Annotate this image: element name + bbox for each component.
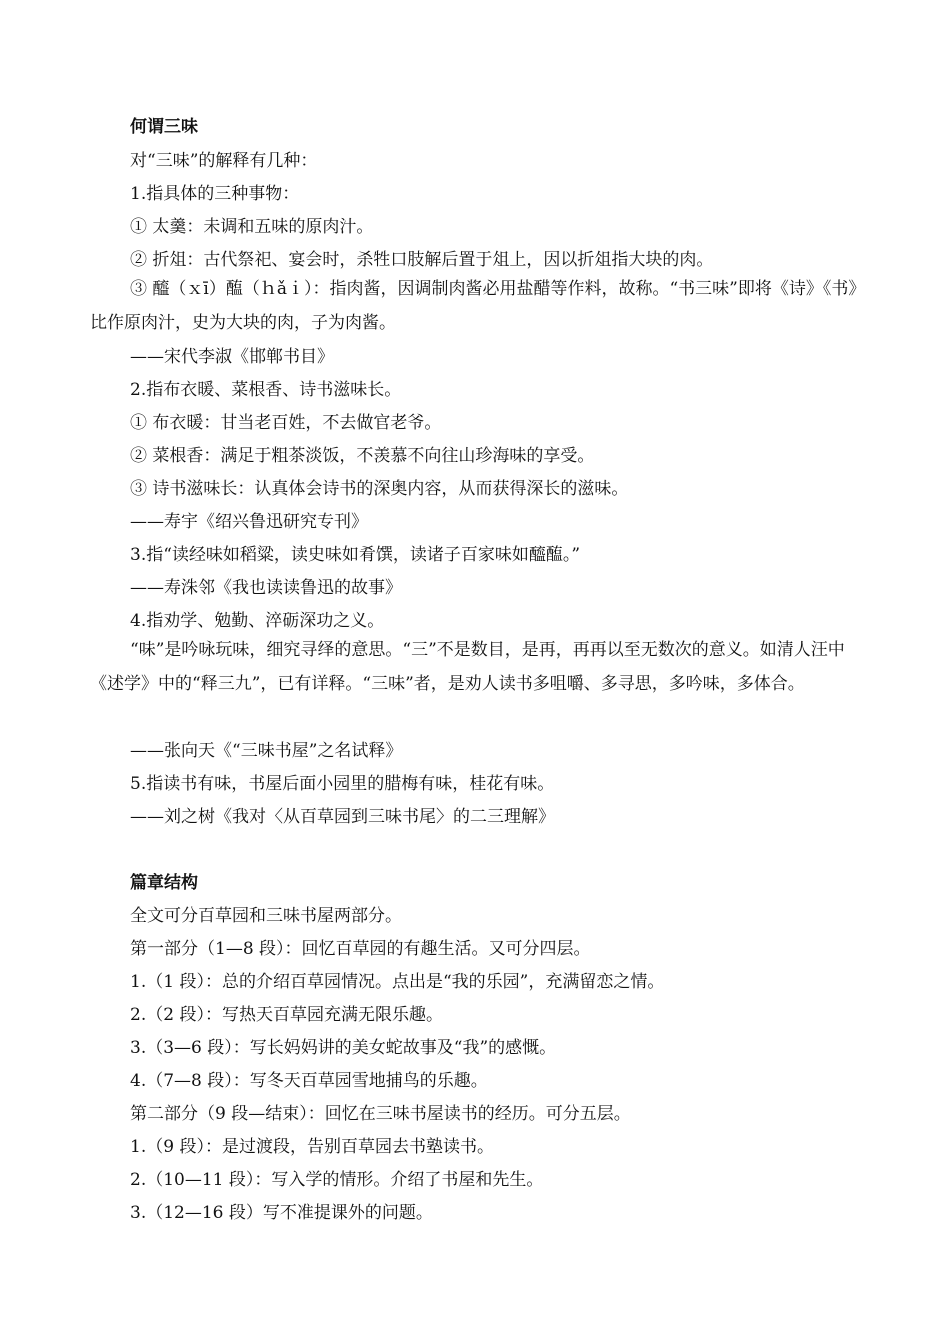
text-line: 3.（3—6 段）：写长妈妈讲的美女蛇故事及“我”的感慨。 bbox=[130, 1038, 557, 1058]
text-line: ① 太羹：未调和五味的原肉汁。 bbox=[130, 217, 374, 237]
text-line: ② 菜根香：满足于粗茶淡饭，不羡慕不向往山珍海味的享受。 bbox=[130, 446, 595, 466]
text-line: 3.指“读经味如稻粱，读史味如肴馔，读诸子百家味如醯醢。” bbox=[130, 545, 581, 565]
text-line: ③ 诗书滋味长：认真体会诗书的深奥内容，从而获得深长的滋味。 bbox=[130, 479, 629, 499]
citation-line: ——寿宇《绍兴鲁迅研究专刊》 bbox=[130, 512, 368, 532]
citation-line: ——刘之树《我对〈从百草园到三味书尾〉的二三理解》 bbox=[130, 807, 555, 827]
text-line: 第一部分（1—8 段）：回忆百草园的有趣生活。又可分四层。 bbox=[130, 939, 591, 959]
text-line: 4.指劝学、勉勤、淬砺深功之义。 bbox=[130, 611, 385, 631]
text-line: 1.（1 段）：总的介绍百草园情况。点出是“我的乐园”，充满留恋之情。 bbox=[130, 972, 665, 992]
text-line: ① 布衣暖：甘当老百姓，不去做官老爷。 bbox=[130, 413, 442, 433]
text-line: 3.（12—16 段）写不准提课外的问题。 bbox=[130, 1203, 433, 1223]
text-line: 4.（7—8 段）：写冬天百草园雪地捕鸟的乐趣。 bbox=[130, 1071, 488, 1091]
text-line: 1.指具体的三种事物： bbox=[130, 184, 300, 204]
citation-line: ——张向天《“三味书屋”之名试释》 bbox=[130, 741, 403, 761]
citation-line: ——寿洙邻《我也读读鲁迅的故事》 bbox=[130, 578, 402, 598]
text-line: 第二部分（9 段—结束）：回忆在三味书屋读书的经历。可分五层。 bbox=[130, 1104, 631, 1124]
text-line: ② 折俎：古代祭祀、宴会时，杀牲口肢解后置于俎上，因以折俎指大块的肉。 bbox=[130, 250, 714, 270]
section-heading-structure: 篇章结构 bbox=[130, 873, 198, 893]
section-heading-san-wei: 何谓三味 bbox=[130, 117, 198, 137]
text-line: 2.（2 段）：写热天百草园充满无限乐趣。 bbox=[130, 1005, 443, 1025]
text-line: 1.（9 段）：是过渡段，告别百草园去书塾读书。 bbox=[130, 1137, 494, 1157]
text-line: 2.指布衣暖、菜根香、诗书滋味长。 bbox=[130, 380, 402, 400]
citation-line: ——宋代李淑《邯郸书目》 bbox=[130, 347, 334, 367]
text-line: 2.（10—11 段）：写入学的情形。介绍了书屋和先生。 bbox=[130, 1170, 544, 1190]
text-line: 5.指读书有味，书屋后面小园里的腊梅有味，桂花有味。 bbox=[130, 774, 555, 794]
paragraph-wei: “味”是吟咏玩味，细究寻绎的意思。“三”不是数目，是再，再再以至无数次的意义。如清人汪中《述学》中的“释三九”，已有详释。“三味”者，是劝人读书多咀嚼、多寻思，多吟味，多体合。 bbox=[90, 640, 845, 694]
text-line: 全文可分百草园和三味书屋两部分。 bbox=[130, 906, 402, 926]
text-line: 对“三味”的解释有几种： bbox=[130, 151, 318, 171]
paragraph-xihai: ③ 醯（ｘī）醢（ｈǎｉ）：指肉酱，因调制肉酱必用盐醋等作料，故称。“书三味”即将《诗》《书》比作原肉汁，史为大块的肉，子为肉酱。 bbox=[90, 279, 866, 333]
